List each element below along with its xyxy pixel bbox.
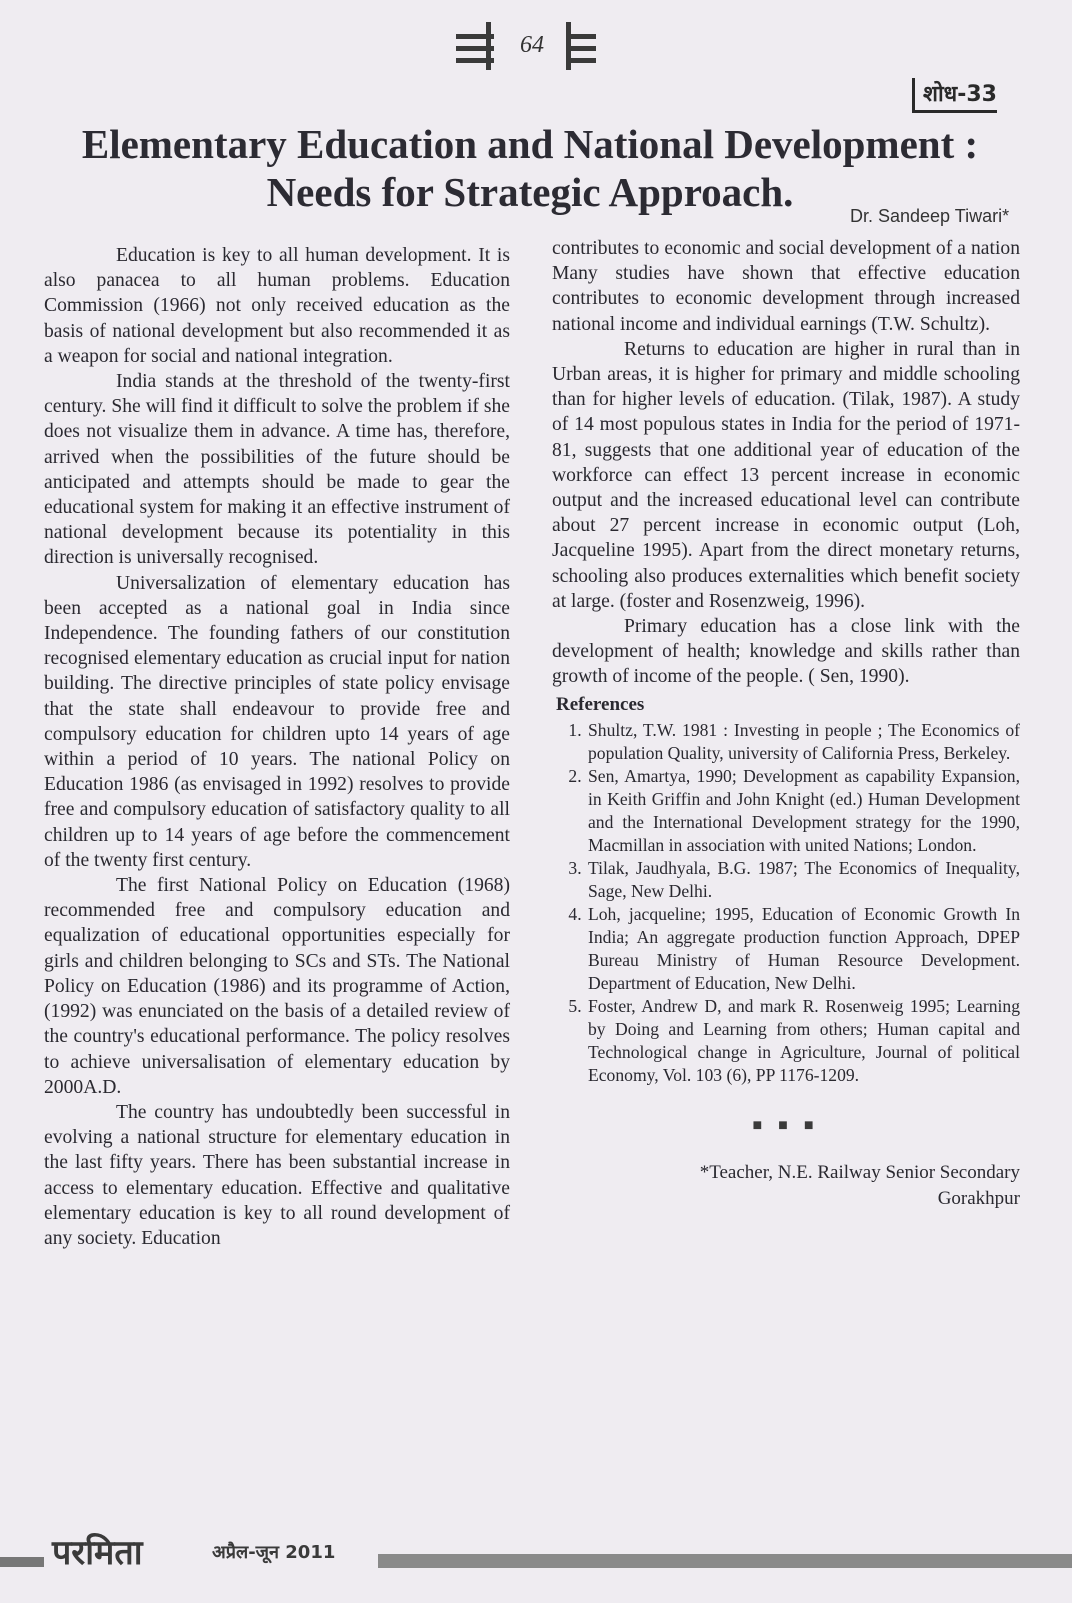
paragraph: Returns to education are higher in rural than in Urban areas, it is higher for primary and middle schooling than for higher levels of education. (Tilak, 1987). A study of 14 most populous states in India for the period of 1971-81, suggests that one additional year of education of the workforce can effect 13 percent increase in economic output and the increased educational level can contribute about 27 percent increase in economic output (Loh, Jacqueline 1995). Apart from the direct monetary returns, schooling also produces externalities which benefit society at large. (foster and Rosenzweig, 1996). xyxy=(552,338,1020,612)
title-line-1: Elementary Education and National Development : xyxy=(81,121,979,167)
references-heading: References xyxy=(556,693,645,715)
reference-item: 3. Tilak, Jaudhyala, B.G. 1987; The Economics of Inequality, Sage, New Delhi. xyxy=(586,857,1020,903)
footer-rule-left xyxy=(0,1557,44,1567)
page-number-text: 64 xyxy=(520,32,544,58)
footer-rule-right xyxy=(378,1554,1072,1568)
column-left xyxy=(44,243,510,1251)
title-line-2: Needs for Strategic Approach. xyxy=(266,169,794,215)
section-label: शोध-33 xyxy=(912,78,997,113)
paragraph: contributes to economic and social development of a nation Many studies have shown that effective education contributes to economic development through increased national income and individual earnings (T.W. Schultz). xyxy=(552,238,1020,335)
column-right xyxy=(552,236,1020,1212)
reference-item: 1. Shultz, T.W. 1981 : Investing in people ; The Economics of population Quality, university of California Press, Berkeley. xyxy=(586,719,1020,765)
issue-date: अप्रैल-जून 2011 xyxy=(212,1542,336,1563)
paragraph: Universalization of elementary education has been accepted as a national goal in India since Independence. The founding fathers of our constitution recognised elementary education as crucial input for nation building. The directive principles of state policy envisage that the state shall endeavour to provide free and compulsory education for children upto 14 years of age within a period of 10 years. The national Policy on Education 1986 (as envisaged in 1992) resolves to provide free and compulsory education of satisfactory quality to all children up to 14 years of age before the commencement of the twenty first century. xyxy=(44,572,510,871)
article-title xyxy=(30,120,1030,216)
reference-item: 4. Loh, jacqueline; 1995, Education of Economic Growth In India; An aggregate production function Approach, DPEP Bureau Ministry of Human Resource Development. Department of Education, New Delhi. xyxy=(586,903,1020,995)
page-number xyxy=(456,22,606,72)
paragraph: Education is key to all human development. It is also panacea to all human problems. Education Commission (1966) not only received education as the basis of national development but also recommended it as a weapon for social and national integration. xyxy=(44,245,510,367)
end-marks: ■ ■ ■ xyxy=(752,1116,820,1134)
paragraph: The first National Policy on Education (1968) recommended free and compulsory education and equalization of educational opportunities especially for girls and children belonging to SCs and STs. The National Policy on Education (1986) and its programme of Action, (1992) was enunciated on the basis of a detailed review of the country's educational performance. The policy resolves to achieve universalisation of elementary education by 2000A.D. xyxy=(44,875,510,1098)
footnote-line-2: Gorakhpur xyxy=(937,1188,1020,1210)
paragraph: Primary education has a close link with the development of health; knowledge and skills rather than growth of income of the people. ( Sen, 1990). xyxy=(552,616,1020,688)
page-footer xyxy=(0,1528,1072,1578)
footnote-line-1: *Teacher, N.E. Railway Senior Secondary xyxy=(699,1162,1020,1184)
paragraph: The country has undoubtedly been successful in evolving a national structure for elementary education in the last fifty years. There has been substantial increase in access to elementary education. Effective and qualitative elementary education is key to all round development of any society. Education xyxy=(44,1101,510,1249)
paragraph: India stands at the threshold of the twenty-first century. She will find it difficult to solve the problem if she does not visualize them in advance. A time has, therefore, arrived when the possibilities of the future should be anticipated and attempts should be made to gear the educational system for making it an effective instrument of national development because its potentiality in this direction is universally recognised. xyxy=(44,371,510,569)
author-name: Dr. Sandeep Tiwari* xyxy=(850,206,1010,226)
author-footnote xyxy=(552,1160,1020,1212)
journal-name: परमिता xyxy=(52,1533,143,1573)
reference-item: 5. Foster, Andrew D, and mark R. Rosenweig 1995; Learning by Doing and Learning from others; Human capital and Technological change in Agriculture, Journal of political Economy, Vol. 103 (6), PP 1176-1209. xyxy=(586,995,1020,1087)
reference-item: 2. Sen, Amartya, 1990; Development as capability Expansion, in Keith Griffin and John Knight (ed.) Human Development and the International Development strategy for the 1990, Macmillan in association with united Nations; London. xyxy=(586,765,1020,857)
references-list xyxy=(552,719,1020,1087)
